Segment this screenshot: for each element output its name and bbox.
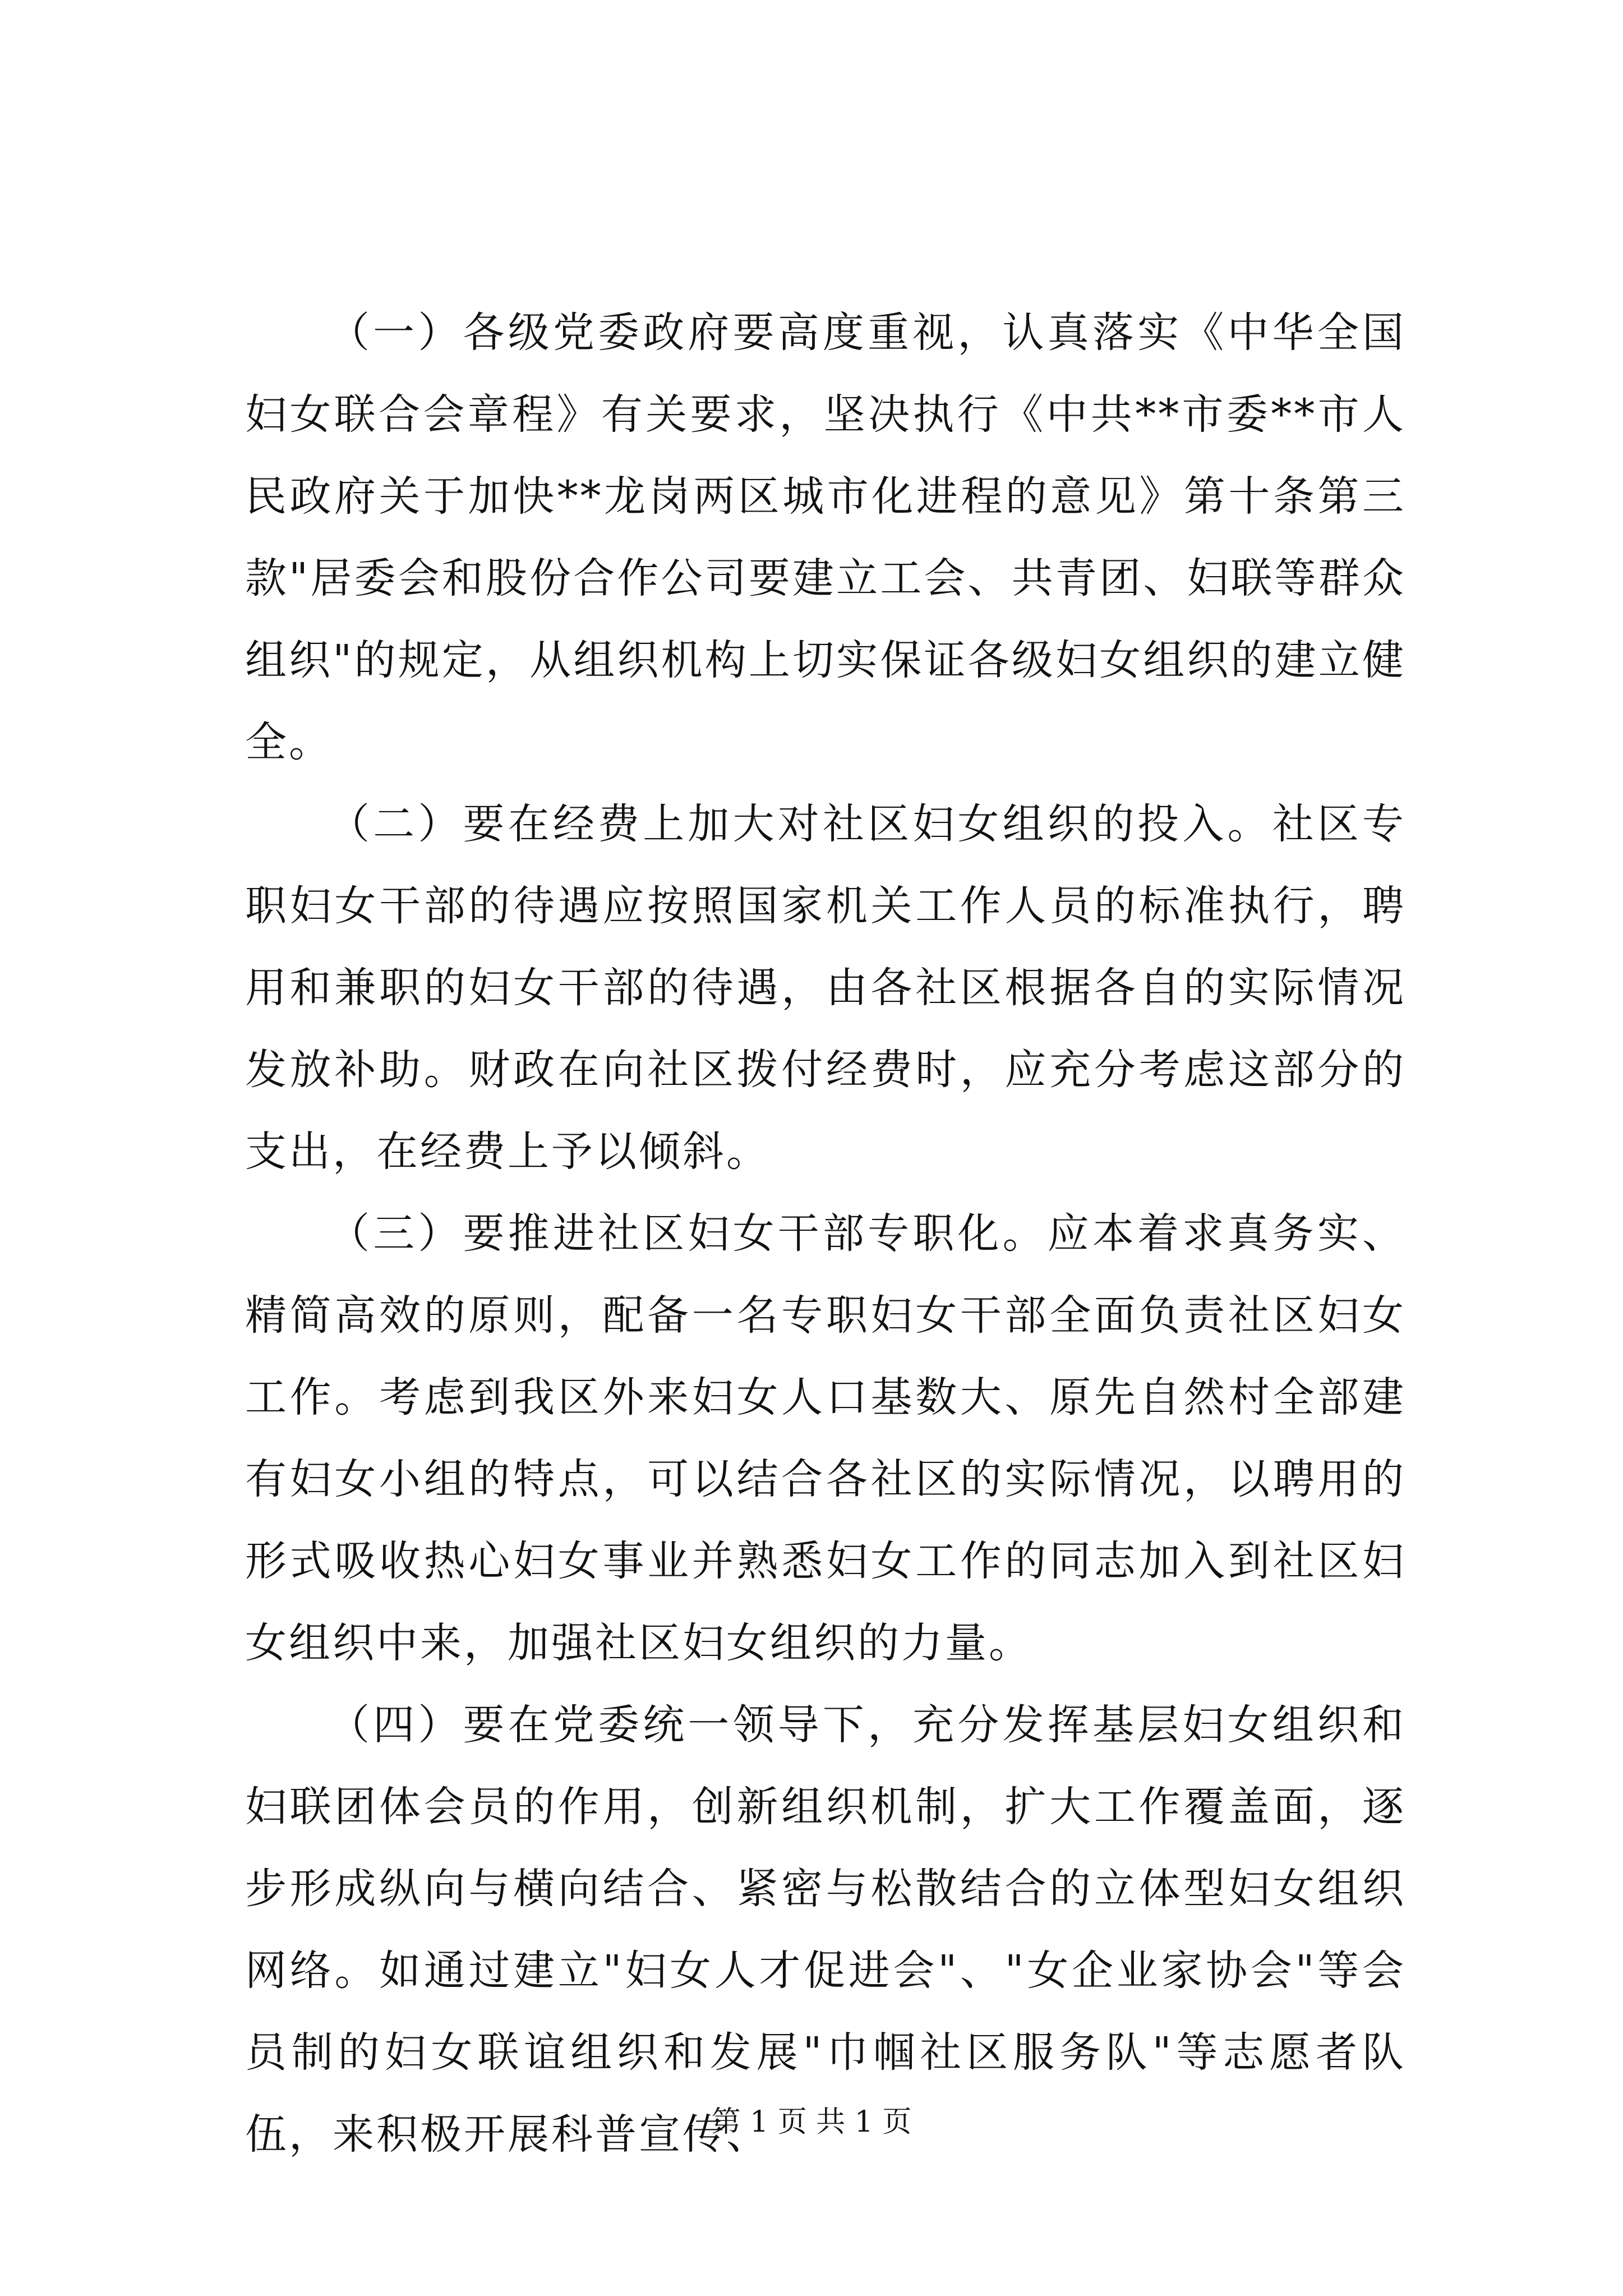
paragraph-3: （三）要推进社区妇女干部专职化。应本着求真务实、精简高效的原则，配备一名专职妇女干部全面负责社区妇女工作。考虑到我区外来妇女人口基数大、原先自然村全部建有妇女小组的特点，可以结合各社区的实际情况，以聘用的形式吸收热心妇女事业并熟悉妇女工作的同志加入到社区妇女组织中来，加强社区妇女组织的力量。 xyxy=(245,1209,1406,1667)
paragraph-4: （四）要在党委统一领导下，充分发挥基层妇女组织和妇联团体会员的作用，创新组织机制，扩大工作覆盖面，逐步形成纵向与横向结合、紧密与松散结合的立体型妇女组织网络。如通过建立"妇女人才促进会"、"女企业家协会"等会员制的妇女联谊组织和发展"巾帼社区服务队"等志愿者队伍，来积极开展科普宣传、 xyxy=(245,1701,1406,2159)
paragraph-2: （二）要在经费上加大对社区妇女组织的投入。社区专职妇女干部的待遇应按照国家机关工作人员的标准执行，聘用和兼职的妇女干部的待遇，由各社区根据各自的实际情况发放补助。财政在向社区拨付经费时，应充分考虑这部分的支出，在经费上予以倾斜。 xyxy=(245,800,1406,1176)
document-body xyxy=(245,292,1406,2175)
paragraph-1: （一）各级党委政府要高度重视，认真落实《中华全国妇女联合会章程》有关要求，坚决执行《中共**市委**市人民政府关于加快**龙岗两区城市化进程的意见》第十条第三款"居委会和股份合作公司要建立工会、共青团、妇联等群众组织"的规定，从组织机构上切实保证各级妇女组织的建立健全。 xyxy=(245,309,1406,766)
page-footer: 第 1 页 共 1 页 xyxy=(711,2105,912,2139)
